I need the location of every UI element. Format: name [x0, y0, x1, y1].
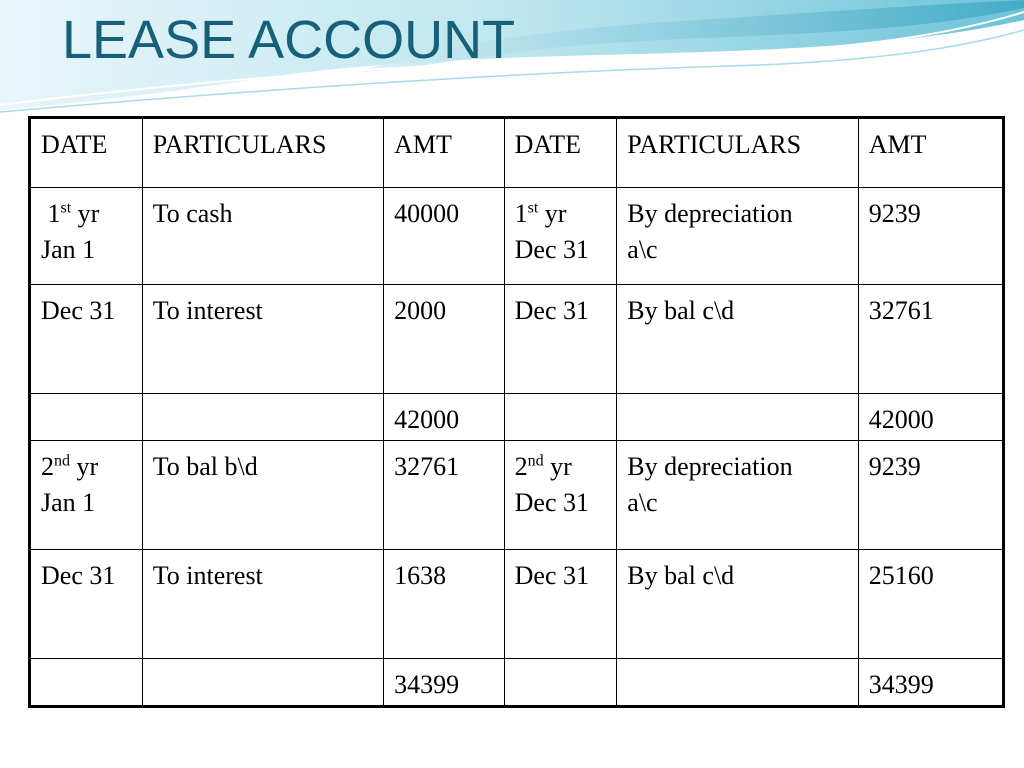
- amount-cell: 9239: [858, 188, 1003, 285]
- date-cell: 1st yr Jan 1: [30, 188, 143, 285]
- page-title: LEASE ACCOUNT: [62, 10, 516, 70]
- total-row: [30, 394, 1004, 441]
- particulars-cell: By depreciation a\c: [617, 441, 858, 550]
- table-row: [30, 441, 1004, 550]
- header-cell: AMT: [384, 118, 505, 188]
- amount-cell: 40000: [384, 188, 505, 285]
- amount-cell: 25160: [858, 550, 1003, 659]
- amount-cell: 32761: [858, 285, 1003, 394]
- empty-cell: [504, 659, 617, 707]
- empty-cell: [142, 659, 383, 707]
- header-cell: AMT: [858, 118, 1003, 188]
- particulars-cell: To bal b\d: [142, 441, 383, 550]
- amount-cell: 32761: [384, 441, 505, 550]
- amount-cell: 2000: [384, 285, 505, 394]
- particulars-cell: To cash: [142, 188, 383, 285]
- empty-cell: [30, 659, 143, 707]
- total-amount-cell: 34399: [858, 659, 1003, 707]
- amount-cell: 1638: [384, 550, 505, 659]
- particulars-cell: To interest: [142, 285, 383, 394]
- header-cell: PARTICULARS: [142, 118, 383, 188]
- date-cell: 2nd yr Jan 1: [30, 441, 143, 550]
- particulars-cell: By depreciation a\c: [617, 188, 858, 285]
- header-cell: DATE: [30, 118, 143, 188]
- date-cell: Dec 31: [30, 285, 143, 394]
- total-amount-cell: 34399: [384, 659, 505, 707]
- particulars-cell: By bal c\d: [617, 285, 858, 394]
- table-header-row: [30, 118, 1004, 188]
- table-row: [30, 188, 1004, 285]
- table-row: [30, 285, 1004, 394]
- lease-account-table: [28, 116, 1005, 708]
- table-row: [30, 550, 1004, 659]
- date-cell: 1st yr Dec 31: [504, 188, 617, 285]
- amount-cell: 9239: [858, 441, 1003, 550]
- particulars-cell: To interest: [142, 550, 383, 659]
- empty-cell: [617, 659, 858, 707]
- empty-cell: [30, 394, 143, 441]
- date-cell: Dec 31: [504, 550, 617, 659]
- total-amount-cell: 42000: [384, 394, 505, 441]
- date-cell: Dec 31: [30, 550, 143, 659]
- empty-cell: [142, 394, 383, 441]
- header-cell: DATE: [504, 118, 617, 188]
- date-cell: 2nd yr Dec 31: [504, 441, 617, 550]
- empty-cell: [617, 394, 858, 441]
- date-cell: Dec 31: [504, 285, 617, 394]
- particulars-cell: By bal c\d: [617, 550, 858, 659]
- empty-cell: [504, 394, 617, 441]
- header-cell: PARTICULARS: [617, 118, 858, 188]
- total-row: [30, 659, 1004, 707]
- total-amount-cell: 42000: [858, 394, 1003, 441]
